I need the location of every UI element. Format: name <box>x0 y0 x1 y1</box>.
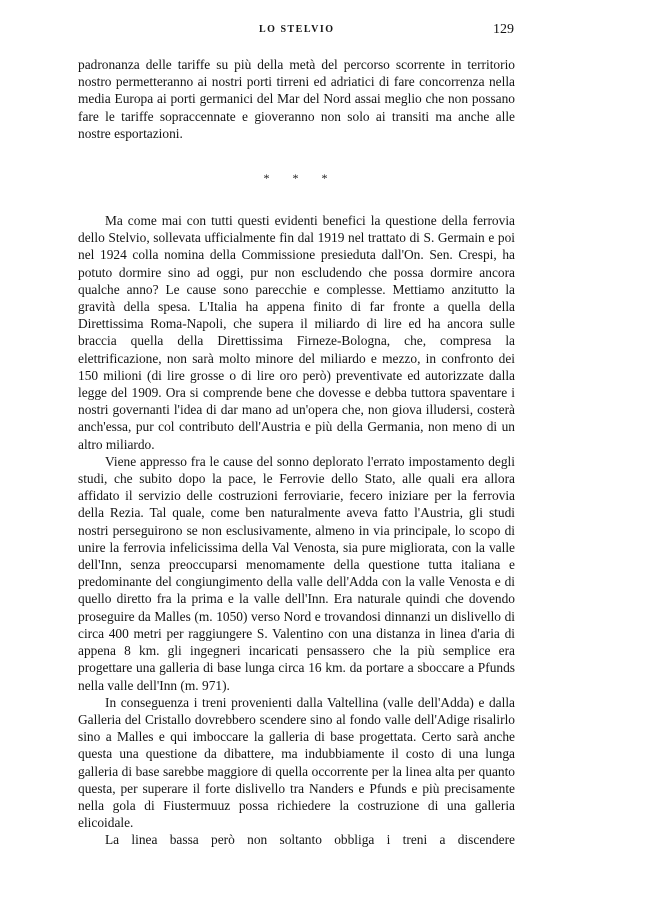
paragraph: In conseguenza i treni provenienti dalla Valtellina (valle dell'Adda) e dalla Galleria del Cristallo dovrebbero scendere sino al fondo valle dell'Adige risalirlo sino a Malles e qui imboccare la galleria di base progettata. Certo sarà anche questa una questione da dibattere, ma indubbiamente il costo di una lunga galleria di base sarebbe maggiore di quella occorrente per la linea alta per quanto questa, per superare il forte dislivello tra Nanders e Pfunds e più precisamente nella gola di Fiustermuuz possa richiedere la costruzione di una galleria elicoidale. <box>78 694 515 831</box>
paragraph: Ma come mai con tutti questi evidenti benefici la questione della ferrovia dello Stelvio, sollevata ufficialmente fin dal 1919 nel trattato di S. Germain e poi nel 1924 colla nomina della Commissione presieduta dall'On. Sen. Crespi, ha potuto dormire sino ad oggi, pur non escludendo che possa dormire ancora qualche anno? Le cause sono parecchie e complesse. Mettiamo anzitutto la gravità della spesa. L'Italia ha appena finito di far fronte a quella della Direttissima Roma-Napoli, che supera il miliardo di lire ed ha ancora sulle braccia quella della Direttissima Firneze-Bologna, che, compresa la elettrificazione, non sarà molto minore del miliardo e mezzo, in confronto dei 150 milioni (di lire grosse o di lire oro però) preventivate ed autorizzate dalla legge del 1909. Ora si comprende bene che dovesse e debba tuttora spaventare i nostri governanti l'idea di dar mano ad un'opera che, non giova illudersi, costerà anch'essa, pur col contributo dell'Austria e più della Germania, non meno di un altro miliardo. <box>78 213 515 452</box>
paragraph: Viene appresso fra le cause del sonno deplorato l'errato impostamento degli studi, che subito dopo la pace, le Ferrovie dello Stato, alle quali era allora affidato il servizio delle costruzioni ferroviarie, fecero iniziare per la ferrovia della Rezia. Tal quale, come ben naturalmente aveva fatto l'Austria, gli studi nostri perseguirono se non esclusivamente, almeno in via principale, lo scopo di unire la ferrovia infelicissima della Val Venosta, sia pure migliorata, con la valle dell'Inn, senza preoccuparsi menomamente della questione tutta italiana e predominante del congiungimento della valle dell'Adda con la valle Venosta e di quello diretto fra la prima e la valle dell'Inn. Era naturale quindi che dovendo proseguire da Malles (m. 1050) verso Nord e trovandosi dinnanzi un dislivello di circa 400 metri per raggiungere S. Valentino con una distanza in linea d'aria di appena 8 km. gli ingegneri incaricati pensassero che la più semplice era progettare una galleria di base lunga circa 16 km. da portare a sboccare a Pfunds nella valle dell'Inn (m. 971). <box>78 453 515 693</box>
paragraph-continuation: padronanza delle tariffe su più della metà del percorso scorrente in territorio nostro permetteranno ai nostri porti tirreni ed adriatici di fare concorrenza nella media Europa ai porti germanici del Mar del Nord assai meglio che non possano fare le tariffe sopraccennate e gioveranno non solo ai transiti ma anche alle nostre esportazioni. <box>78 57 515 141</box>
page-header <box>0 22 645 42</box>
section-separator: * * * <box>263 171 338 186</box>
page-number: 129 <box>493 22 514 37</box>
body-text <box>78 56 515 849</box>
running-title: LO STELVIO <box>259 24 335 35</box>
paragraph: La linea bassa però non soltanto obbliga i treni a discendere <box>105 832 515 848</box>
